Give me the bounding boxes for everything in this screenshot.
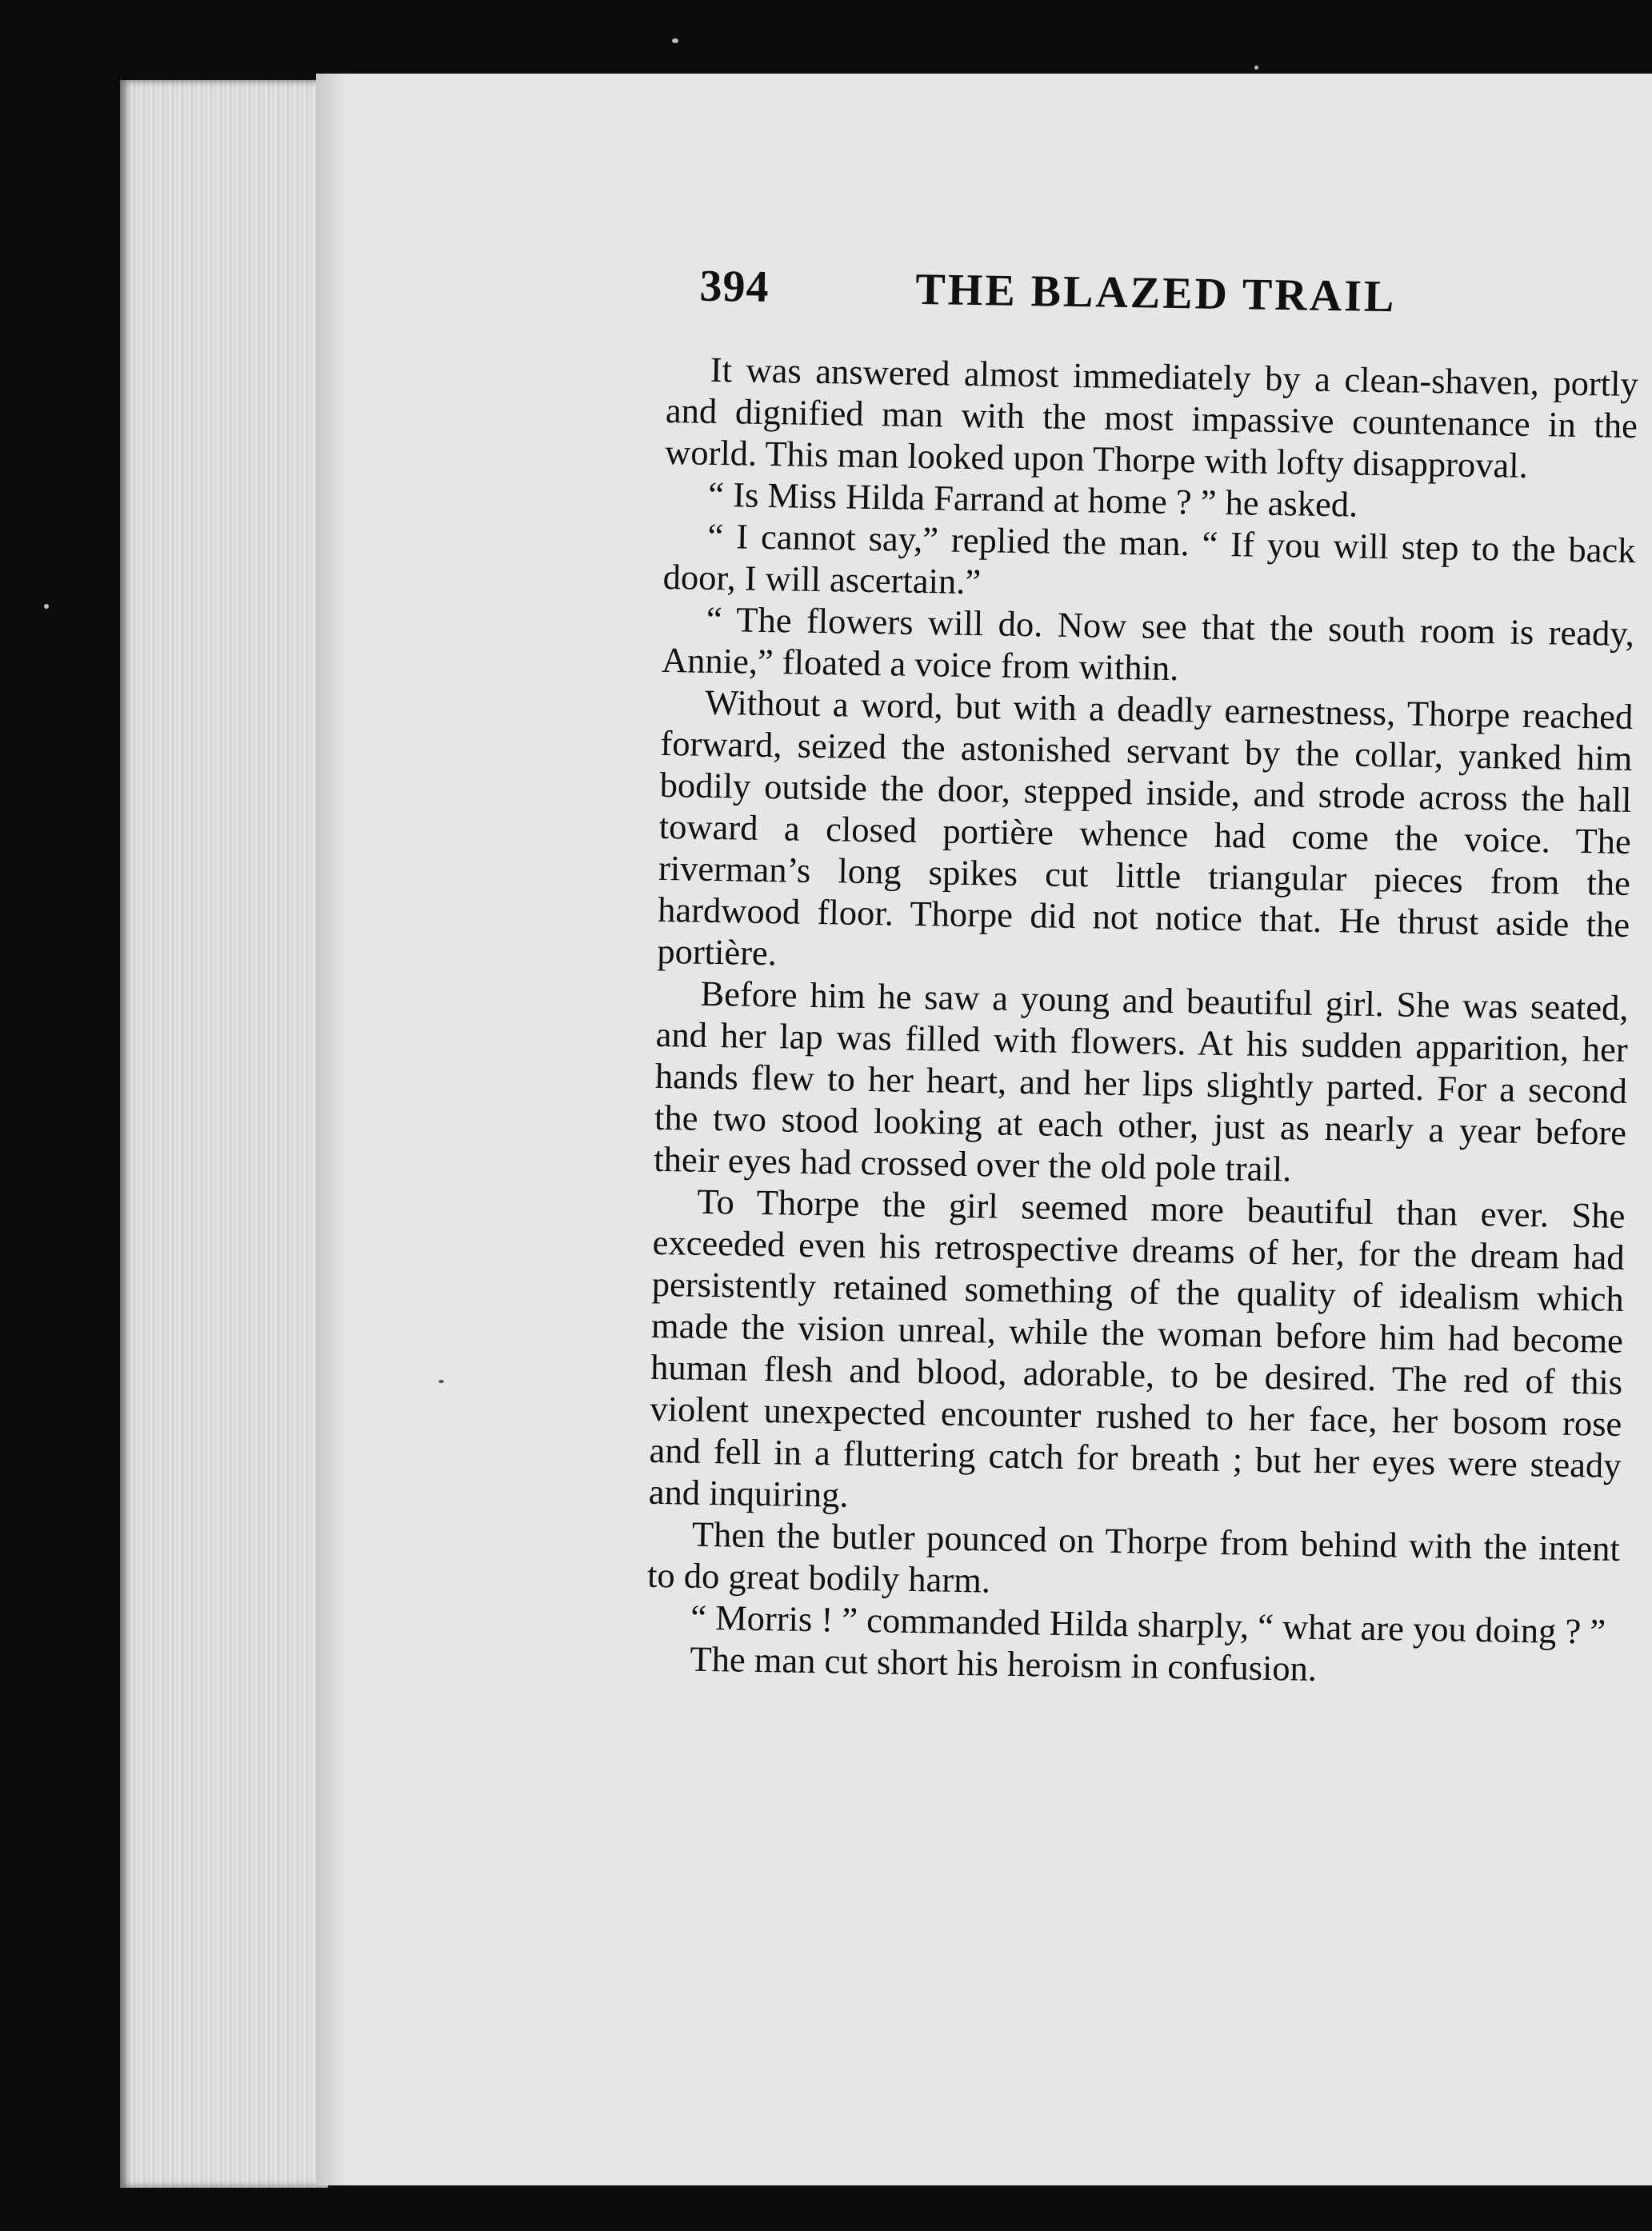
running-head [666, 260, 1640, 363]
page-edges [120, 80, 328, 2188]
dust-speck [1254, 66, 1258, 70]
paragraph: Without a word, but with a deadly earnestness, Thorpe reached forward, seized the astonished servant by the collar, yanked him bodily outside the door, stepped inside, and strode across the hall toward a closed portière whence had come the voice. The riverman’s long spikes cut little triangular pieces from the hardwood floor. Thorpe did not notice that. He thrust aside the portière. [657, 682, 1634, 974]
paragraph: “ Morris ! ” commanded Hilda sharply, “ what are you doing ? ” [690, 1597, 1606, 1652]
paragraph: The man cut short his heroism in confusion. [690, 1638, 1318, 1689]
paragraph: To Thorpe the girl seemed more beautiful than ever. She exceeded even his retrospective dreams of her, for the dream had persistently retained something of the quality of idealism which made the vision unreal, while the woman before him had become human flesh and blood, adorable, to be desired. The red of this violent unexpected encounter rushed to her face, her bosom rose and fell in a fluttering catch for breath ; but her eyes were steady and inquiring. [648, 1181, 1626, 1515]
gutter-shadow [316, 74, 348, 2185]
dust-speck [438, 1380, 444, 1383]
paragraph: Before him he saw a young and beautiful girl. She was seated, and her lap was filled with flowers. At his sudden apparition, her hands flew to her heart, and her lips slightly parted. For a second the two stood looking at each other, just as nearly a year before their eyes had crossed over the old pole trail. [653, 973, 1629, 1189]
dust-speck [44, 604, 49, 609]
paragraph: It was answered almost immediately by a clean-shaven, portly and dignified man with the most impassive countenance in the world. This man looked upon Thorpe with lofty disapproval. [664, 349, 1639, 486]
paragraph: “ I cannot say,” replied the man. “ If you will step to the back door, I will ascertain.” [662, 515, 1636, 602]
paragraph: Then the butler pounced on Thorpe from behind with the intent to do great bodily harm. [646, 1513, 1621, 1601]
page-number: 394 [699, 261, 770, 312]
dust-speck [672, 38, 678, 43]
page-text [646, 260, 1640, 1694]
paragraph: “ The flowers will do. Now see that the south room is ready, Annie,” floated a voice from within. [661, 598, 1635, 689]
running-title: THE BLAZED TRAIL [914, 264, 1397, 322]
paragraph: “ Is Miss Hilda Farrand at home ? ” he asked. [708, 474, 1358, 525]
